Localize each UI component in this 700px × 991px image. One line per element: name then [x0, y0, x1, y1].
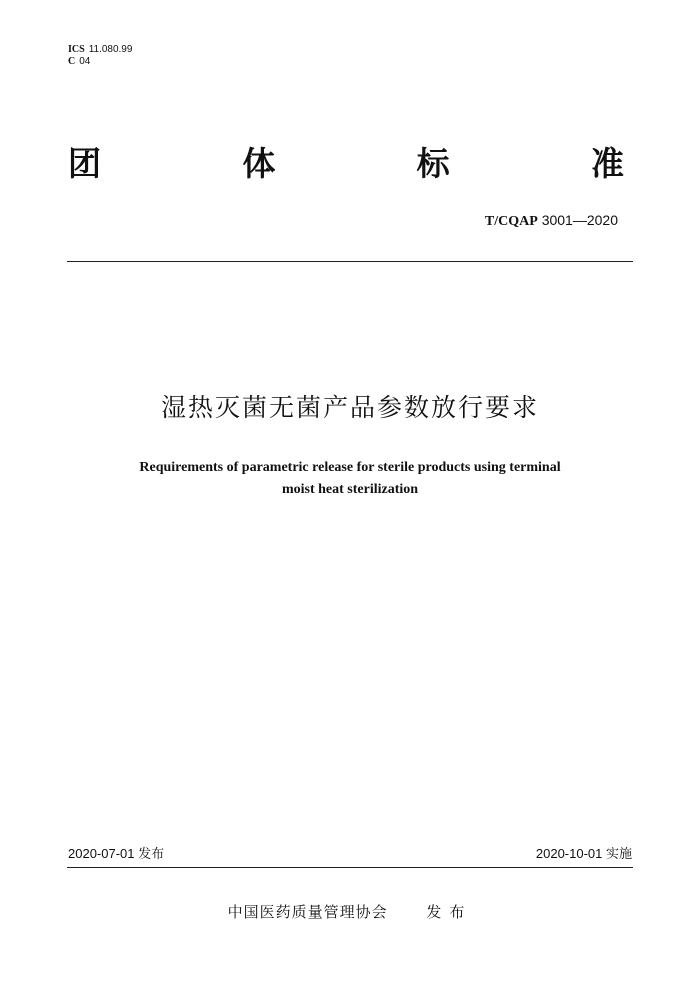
standard-type-char: 准 [590, 144, 624, 183]
ics-label: ICS [68, 44, 85, 55]
title-english-line: moist heat sterilization [281, 482, 419, 497]
standard-number [485, 211, 618, 231]
bottom-divider [67, 867, 633, 868]
implement-date: 2020-10-01 实施 [535, 846, 632, 861]
ccs-code: 04 [79, 56, 91, 67]
standard-type-char: 体 [242, 144, 276, 183]
issuer-organization: 中国医药质量管理协会 [227, 903, 388, 921]
top-divider [67, 261, 633, 262]
ccs-label: C [68, 56, 76, 67]
issuer [0, 902, 700, 922]
issuer-action: 发布 [426, 903, 473, 921]
classification-codes [68, 44, 132, 68]
standard-type-heading [68, 142, 624, 186]
title-english [80, 457, 620, 501]
standard-number-value: 3001—2020 [541, 212, 618, 228]
ccs-code-row [68, 56, 132, 68]
publish-date: 2020-07-01 发布 [68, 846, 165, 861]
standard-number-prefix: T/CQAP [484, 214, 538, 229]
standard-type-char: 团 [68, 144, 101, 183]
title-chinese: 湿热灭菌无菌产品参数放行要求 [160, 393, 539, 422]
ics-code: 11.080.99 [88, 44, 133, 55]
standard-type-char: 标 [416, 144, 450, 183]
ics-code-row [68, 44, 132, 56]
title-english-line: Requirements of parametric release for sterile products using terminal [139, 460, 561, 475]
